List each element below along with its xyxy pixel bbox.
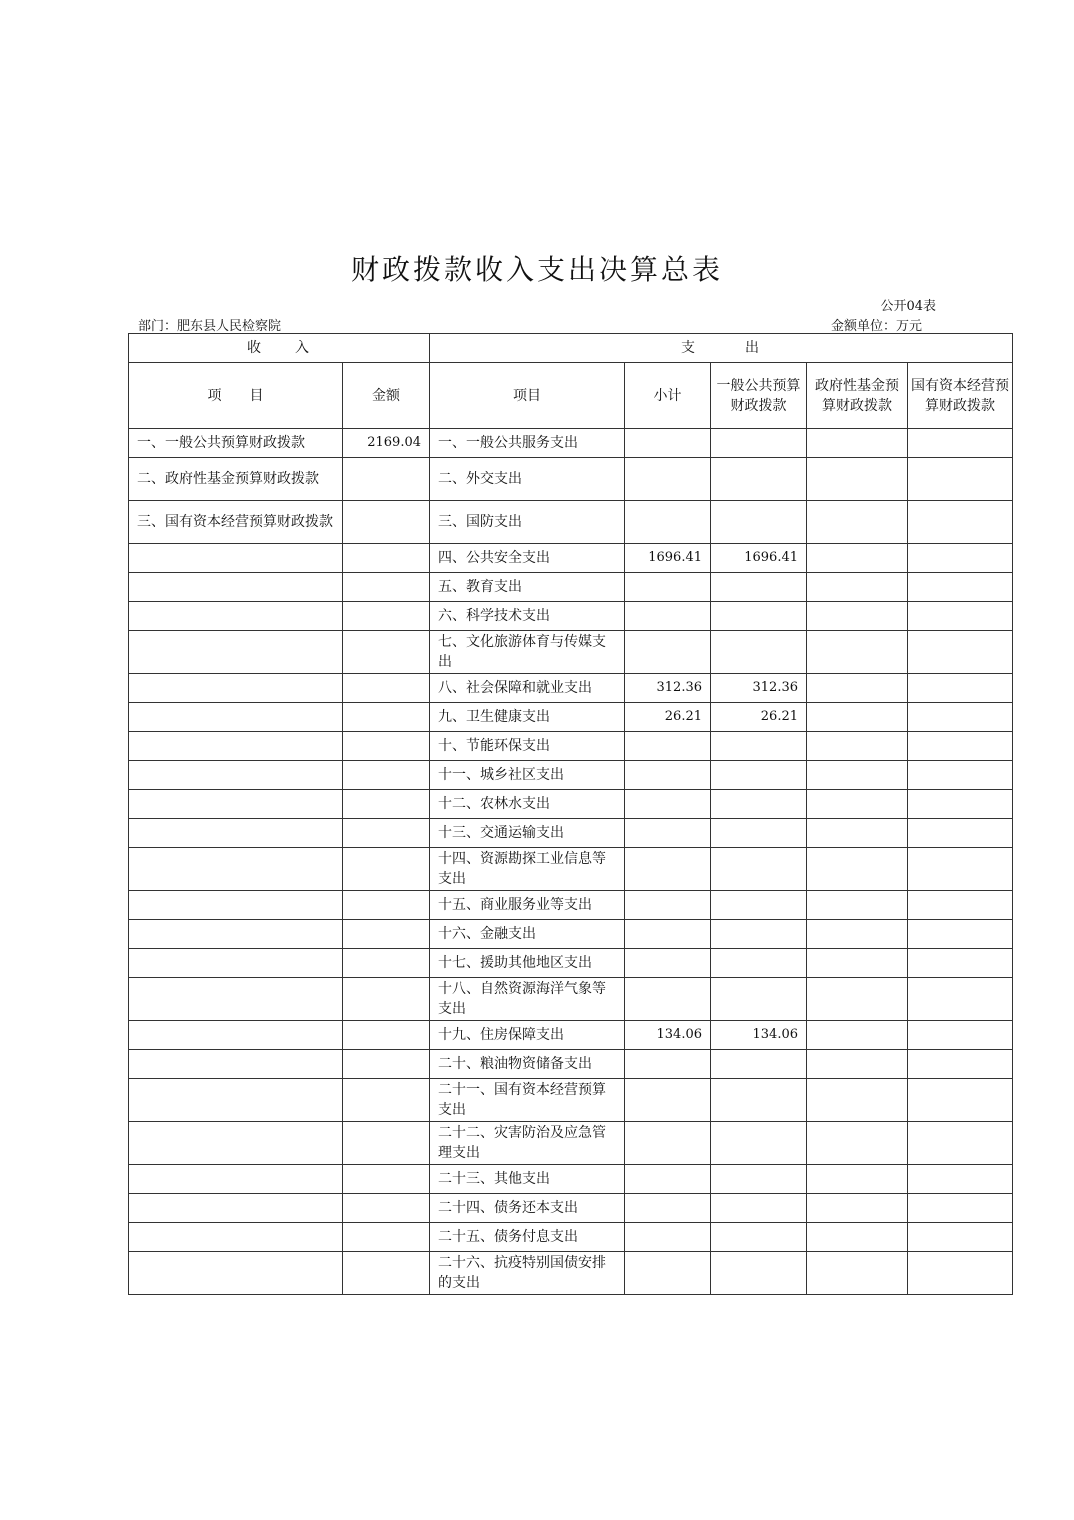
state-capital-cell (908, 819, 1013, 848)
gov-fund-cell (807, 978, 908, 1021)
table-row (129, 544, 1013, 573)
state-capital-cell (908, 429, 1013, 458)
income-item-cell (129, 1021, 343, 1050)
col-header-gov-fund: 政府性基金预算财政拨款 (807, 363, 908, 429)
expense-item-cell: 二十三、其他支出 (430, 1165, 625, 1194)
subtotal-cell (625, 1050, 711, 1079)
income-item-cell (129, 848, 343, 891)
income-item-cell (129, 978, 343, 1021)
table-row (129, 819, 1013, 848)
general-budget-cell (711, 761, 807, 790)
state-capital-cell (908, 573, 1013, 602)
table-row (129, 458, 1013, 501)
general-budget-cell (711, 1194, 807, 1223)
gov-fund-cell (807, 602, 908, 631)
state-capital-cell (908, 602, 1013, 631)
state-capital-cell (908, 703, 1013, 732)
subtotal-cell (625, 790, 711, 819)
general-budget-cell (711, 1223, 807, 1252)
income-amount-cell (343, 790, 430, 819)
table-row (129, 573, 1013, 602)
income-amount-cell (343, 1122, 430, 1165)
state-capital-cell (908, 1165, 1013, 1194)
table-row (129, 1122, 1013, 1165)
expense-item-cell: 十六、金融支出 (430, 920, 625, 949)
general-budget-cell (711, 1122, 807, 1165)
general-budget-cell: 134.06 (711, 1021, 807, 1050)
table-row (129, 848, 1013, 891)
table-row (129, 1223, 1013, 1252)
table-row (129, 920, 1013, 949)
gov-fund-cell (807, 891, 908, 920)
general-budget-cell (711, 429, 807, 458)
general-budget-cell (711, 1252, 807, 1295)
col-header-subtotal: 小计 (625, 363, 711, 429)
income-item-cell (129, 1050, 343, 1079)
expense-header: 支 出 (430, 334, 1013, 363)
expense-item-cell: 十一、城乡社区支出 (430, 761, 625, 790)
budget-table (128, 333, 1013, 1295)
general-budget-cell (711, 573, 807, 602)
state-capital-cell (908, 949, 1013, 978)
general-budget-cell: 1696.41 (711, 544, 807, 573)
income-amount-cell (343, 1079, 430, 1122)
state-capital-cell (908, 732, 1013, 761)
state-capital-cell (908, 1021, 1013, 1050)
income-amount-cell (343, 1165, 430, 1194)
income-amount-cell (343, 1050, 430, 1079)
state-capital-cell (908, 1050, 1013, 1079)
state-capital-cell (908, 761, 1013, 790)
gov-fund-cell (807, 1252, 908, 1295)
state-capital-cell (908, 544, 1013, 573)
page-title: 财政拨款收入支出决算总表 (350, 253, 723, 286)
income-amount-cell (343, 949, 430, 978)
general-budget-cell (711, 949, 807, 978)
income-item-cell (129, 703, 343, 732)
income-item-cell (129, 1165, 343, 1194)
subtotal-cell: 134.06 (625, 1021, 711, 1050)
subtotal-cell (625, 631, 711, 674)
gov-fund-cell (807, 544, 908, 573)
general-budget-cell (711, 920, 807, 949)
state-capital-cell (908, 790, 1013, 819)
expense-item-cell: 二十一、国有资本经营预算支出 (430, 1079, 625, 1122)
table-row (129, 790, 1013, 819)
form-number: 公开04表 (880, 299, 936, 314)
gov-fund-cell (807, 819, 908, 848)
col-header-general-budget: 一般公共预算财政拨款 (711, 363, 807, 429)
table-row (129, 429, 1013, 458)
income-item-cell (129, 819, 343, 848)
general-budget-cell (711, 458, 807, 501)
income-amount-cell (343, 978, 430, 1021)
expense-item-cell: 二十、粮油物资储备支出 (430, 1050, 625, 1079)
col-header-expense-item: 项目 (430, 363, 625, 429)
state-capital-cell (908, 978, 1013, 1021)
table-row (129, 1050, 1013, 1079)
general-budget-cell (711, 1050, 807, 1079)
income-amount-cell (343, 1194, 430, 1223)
table-row (129, 602, 1013, 631)
income-item-cell: 三、国有资本经营预算财政拨款 (129, 501, 343, 544)
state-capital-cell (908, 501, 1013, 544)
income-item-cell (129, 573, 343, 602)
expense-item-cell: 二十四、债务还本支出 (430, 1194, 625, 1223)
gov-fund-cell (807, 1021, 908, 1050)
income-amount-cell (343, 819, 430, 848)
general-budget-cell: 26.21 (711, 703, 807, 732)
income-amount-cell: 2169.04 (343, 429, 430, 458)
income-amount-cell (343, 1223, 430, 1252)
gov-fund-cell (807, 1223, 908, 1252)
subtotal-cell (625, 819, 711, 848)
income-amount-cell (343, 891, 430, 920)
general-budget-cell (711, 732, 807, 761)
general-budget-cell (711, 501, 807, 544)
expense-item-cell: 三、国防支出 (430, 501, 625, 544)
income-item-cell (129, 790, 343, 819)
expense-item-cell: 十九、住房保障支出 (430, 1021, 625, 1050)
expense-item-cell: 十三、交通运输支出 (430, 819, 625, 848)
gov-fund-cell (807, 1050, 908, 1079)
general-budget-cell (711, 602, 807, 631)
gov-fund-cell (807, 1079, 908, 1122)
expense-item-cell: 二、外交支出 (430, 458, 625, 501)
income-item-cell (129, 544, 343, 573)
department-label: 部门：肥东县人民检察院 (138, 319, 282, 334)
gov-fund-cell (807, 573, 908, 602)
expense-item-cell: 四、公共安全支出 (430, 544, 625, 573)
income-item-cell (129, 1079, 343, 1122)
gov-fund-cell (807, 674, 908, 703)
subtotal-cell (625, 1223, 711, 1252)
subtotal-cell (625, 1165, 711, 1194)
expense-item-cell: 五、教育支出 (430, 573, 625, 602)
income-item-cell (129, 674, 343, 703)
gov-fund-cell (807, 1165, 908, 1194)
income-item-cell: 一、一般公共预算财政拨款 (129, 429, 343, 458)
income-amount-cell (343, 1021, 430, 1050)
state-capital-cell (908, 920, 1013, 949)
income-item-cell (129, 1194, 343, 1223)
table-row (129, 1079, 1013, 1122)
table-row (129, 631, 1013, 674)
general-budget-cell (711, 848, 807, 891)
gov-fund-cell (807, 790, 908, 819)
subtotal-cell: 312.36 (625, 674, 711, 703)
subtotal-cell (625, 891, 711, 920)
expense-item-cell: 八、社会保障和就业支出 (430, 674, 625, 703)
expense-item-cell: 十、节能环保支出 (430, 732, 625, 761)
gov-fund-cell (807, 1194, 908, 1223)
gov-fund-cell (807, 848, 908, 891)
income-amount-cell (343, 674, 430, 703)
table-row (129, 1252, 1013, 1295)
unit-label: 金额单位：万元 (830, 319, 922, 334)
income-item-cell (129, 1252, 343, 1295)
table-row (129, 1021, 1013, 1050)
subtotal-cell (625, 978, 711, 1021)
subtotal-cell (625, 1252, 711, 1295)
expense-item-cell: 七、文化旅游体育与传媒支出 (430, 631, 625, 674)
income-item-cell (129, 949, 343, 978)
subtotal-cell (625, 1079, 711, 1122)
table-row (129, 732, 1013, 761)
income-item-cell (129, 631, 343, 674)
table-row (129, 949, 1013, 978)
income-amount-cell (343, 761, 430, 790)
income-item-cell (129, 1223, 343, 1252)
gov-fund-cell (807, 949, 908, 978)
subtotal-cell (625, 458, 711, 501)
table-row (129, 761, 1013, 790)
subtotal-cell (625, 1194, 711, 1223)
col-header-state-capital: 国有资本经营预算财政拨款 (908, 363, 1013, 429)
table-row (129, 978, 1013, 1021)
income-item-cell (129, 732, 343, 761)
subtotal-cell (625, 848, 711, 891)
expense-item-cell: 十四、资源勘探工业信息等支出 (430, 848, 625, 891)
income-amount-cell (343, 732, 430, 761)
subtotal-cell (625, 573, 711, 602)
expense-item-cell: 六、科学技术支出 (430, 602, 625, 631)
state-capital-cell (908, 1194, 1013, 1223)
income-header: 收 入 (129, 334, 430, 363)
expense-item-cell: 十二、农林水支出 (430, 790, 625, 819)
income-amount-cell (343, 602, 430, 631)
subtotal-cell (625, 949, 711, 978)
table-row (129, 674, 1013, 703)
subtotal-cell (625, 761, 711, 790)
income-amount-cell (343, 501, 430, 544)
general-budget-cell (711, 790, 807, 819)
income-amount-cell (343, 848, 430, 891)
general-budget-cell (711, 978, 807, 1021)
income-amount-cell (343, 1252, 430, 1295)
income-amount-cell (343, 544, 430, 573)
col-header-amount: 金额 (343, 363, 430, 429)
gov-fund-cell (807, 703, 908, 732)
gov-fund-cell (807, 761, 908, 790)
state-capital-cell (908, 848, 1013, 891)
state-capital-cell (908, 1252, 1013, 1295)
income-item-cell (129, 602, 343, 631)
table-row (129, 1165, 1013, 1194)
subtotal-cell (625, 1122, 711, 1165)
state-capital-cell (908, 458, 1013, 501)
state-capital-cell (908, 1079, 1013, 1122)
expense-item-cell: 二十二、灾害防治及应急管理支出 (430, 1122, 625, 1165)
subtotal-cell (625, 501, 711, 544)
expense-item-cell: 十五、商业服务业等支出 (430, 891, 625, 920)
table-row (129, 1194, 1013, 1223)
gov-fund-cell (807, 458, 908, 501)
col-header-item: 项 目 (129, 363, 343, 429)
general-budget-cell (711, 819, 807, 848)
income-amount-cell (343, 703, 430, 732)
income-amount-cell (343, 631, 430, 674)
table-row (129, 501, 1013, 544)
state-capital-cell (908, 1122, 1013, 1165)
table-row (129, 891, 1013, 920)
general-budget-cell (711, 1165, 807, 1194)
general-budget-cell: 312.36 (711, 674, 807, 703)
subtotal-cell: 26.21 (625, 703, 711, 732)
income-item-cell: 二、政府性基金预算财政拨款 (129, 458, 343, 501)
expense-item-cell: 九、卫生健康支出 (430, 703, 625, 732)
state-capital-cell (908, 1223, 1013, 1252)
income-item-cell (129, 761, 343, 790)
gov-fund-cell (807, 920, 908, 949)
state-capital-cell (908, 674, 1013, 703)
subtotal-cell (625, 602, 711, 631)
expense-item-cell: 一、一般公共服务支出 (430, 429, 625, 458)
gov-fund-cell (807, 1122, 908, 1165)
subtotal-cell: 1696.41 (625, 544, 711, 573)
general-budget-cell (711, 1079, 807, 1122)
subtotal-cell (625, 920, 711, 949)
state-capital-cell (908, 631, 1013, 674)
table-row (129, 703, 1013, 732)
expense-item-cell: 十七、援助其他地区支出 (430, 949, 625, 978)
expense-item-cell: 二十五、债务付息支出 (430, 1223, 625, 1252)
subtotal-cell (625, 429, 711, 458)
income-item-cell (129, 1122, 343, 1165)
gov-fund-cell (807, 429, 908, 458)
expense-item-cell: 二十六、抗疫特别国债安排的支出 (430, 1252, 625, 1295)
gov-fund-cell (807, 501, 908, 544)
subtotal-cell (625, 732, 711, 761)
general-budget-cell (711, 891, 807, 920)
income-item-cell (129, 891, 343, 920)
income-amount-cell (343, 458, 430, 501)
gov-fund-cell (807, 732, 908, 761)
income-amount-cell (343, 573, 430, 602)
general-budget-cell (711, 631, 807, 674)
income-amount-cell (343, 920, 430, 949)
expense-item-cell: 十八、自然资源海洋气象等支出 (430, 978, 625, 1021)
gov-fund-cell (807, 631, 908, 674)
state-capital-cell (908, 891, 1013, 920)
income-item-cell (129, 920, 343, 949)
